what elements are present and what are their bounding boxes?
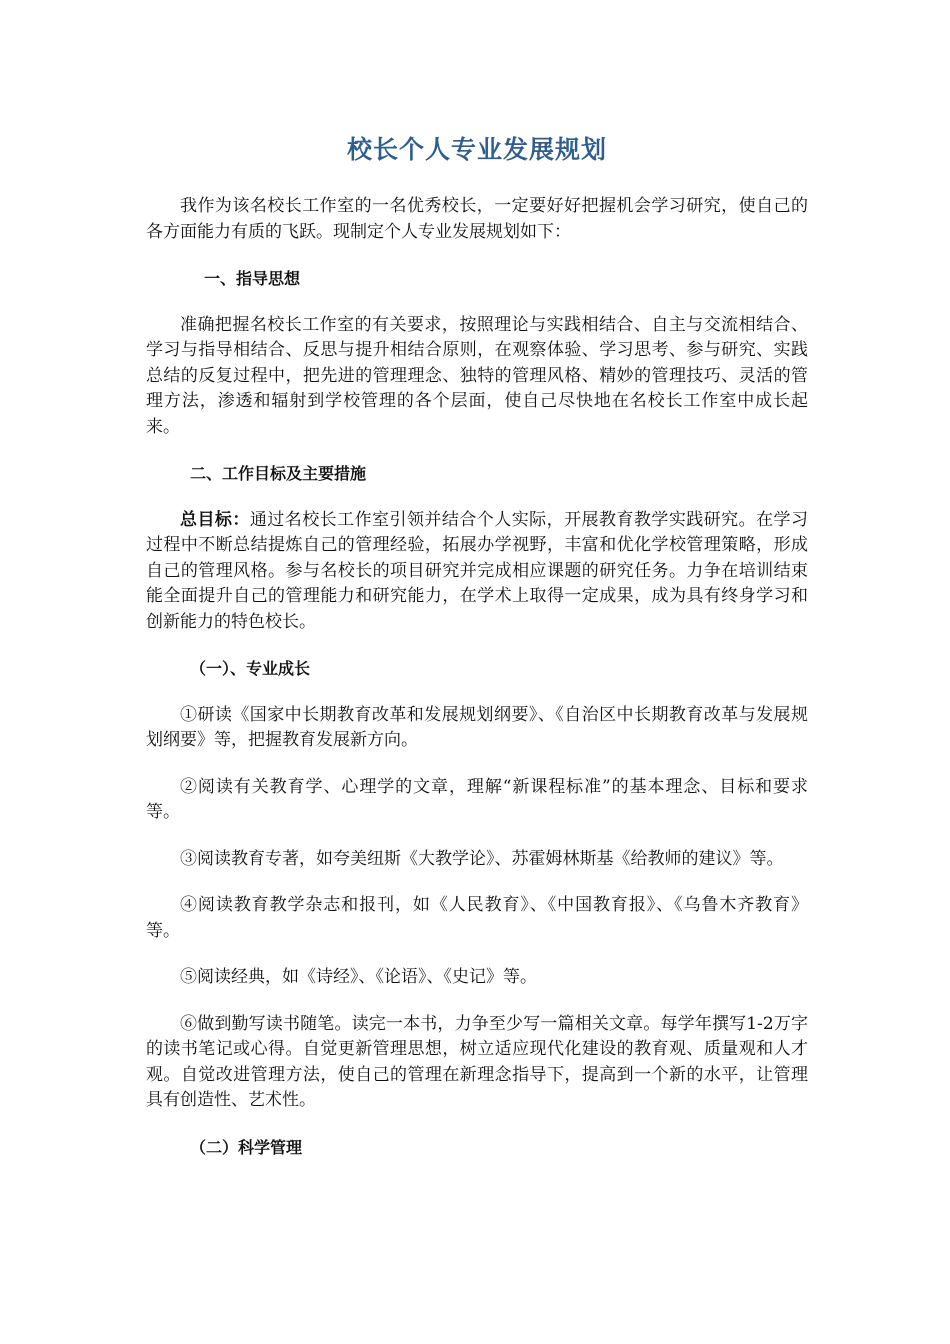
document-body bbox=[146, 130, 808, 1181]
overall-goal-paragraph bbox=[146, 508, 808, 636]
growth-item-2: ②阅读有关教育学、心理学的文章，理解“新课程标准”的基本理念、目标和要求等。 bbox=[146, 776, 808, 822]
subsection-heading-professional-growth: （一）、专业成长 bbox=[190, 659, 311, 678]
subsection-heading-scientific-management: （二）科学管理 bbox=[190, 1137, 303, 1157]
section-heading-guiding-ideology: 一、指导思想 bbox=[204, 269, 301, 288]
overall-goal-label: 总目标： bbox=[180, 509, 250, 530]
document-title: 校长个人专业发展规划 bbox=[346, 135, 607, 164]
growth-item-5: ⑤阅读经典，如《诗经》、《论语》、《史记》等。 bbox=[180, 967, 537, 987]
growth-item-6: ⑥做到勤写读书随笔。读完一本书，力争至少写一篇相关文章。每学年撰写1-2万字的读书笔记或心得。自觉更新管理思想，树立适应现代化建设的教育观、质量观和人才观。自觉改进管理方法，使自己的管理在新理念指导下，提高到一个新的水平，让管理具有创造性、艺术性。 bbox=[146, 1013, 808, 1110]
section-heading-goals-measures: 二、工作目标及主要措施 bbox=[190, 464, 367, 483]
growth-item-4: ④阅读教育教学杂志和报刊，如《人民教育》、《中国教育报》、《乌鲁木齐教育》等。 bbox=[146, 895, 808, 941]
growth-item-1: ①研读《国家中长期教育改革和发展规划纲要》、《自治区中长期教育改革与发展规划纲要》等，把握教育发展新方向。 bbox=[146, 704, 808, 750]
growth-item-3: ③阅读教育专著，如夸美纽斯《大教学论》、苏霍姆林斯基《给教师的建议》等。 bbox=[180, 848, 784, 869]
intro-paragraph: 我作为该名校长工作室的一名优秀校长，一定要好好把握机会学习研究，使自己的各方面能力有质的飞跃。现制定个人专业发展规划如下： bbox=[146, 196, 808, 242]
guiding-ideology-paragraph: 准确把握名校长工作室的有关要求，按照理论与实践相结合、自主与交流相结合、学习与指导相结合、反思与提升相结合原则，在观察体验、学习思考、参与研究、实践总结的反复过程中，把先进的管理理念、独特的管理风格、精妙的管理技巧、灵活的管理方法，渗透和辐射到学校管理的各个层面，使自己尽快地在名校长工作室中成长起来。 bbox=[146, 314, 808, 437]
overall-goal-text: 通过名校长工作室引领并结合个人实际，开展教育教学实践研究。在学习过程中不断总结提炼自己的管理经验，拓展办学视野，丰富和优化学校管理策略，形成自己的管理风格。参与名校长的项目研究并完成相应课题的研究任务。力争在培训结束能全面提升自己的管理能力和研究能力，在学术上取得一定成果，成为具有终身学习和创新能力的特色校长。 bbox=[146, 509, 809, 632]
